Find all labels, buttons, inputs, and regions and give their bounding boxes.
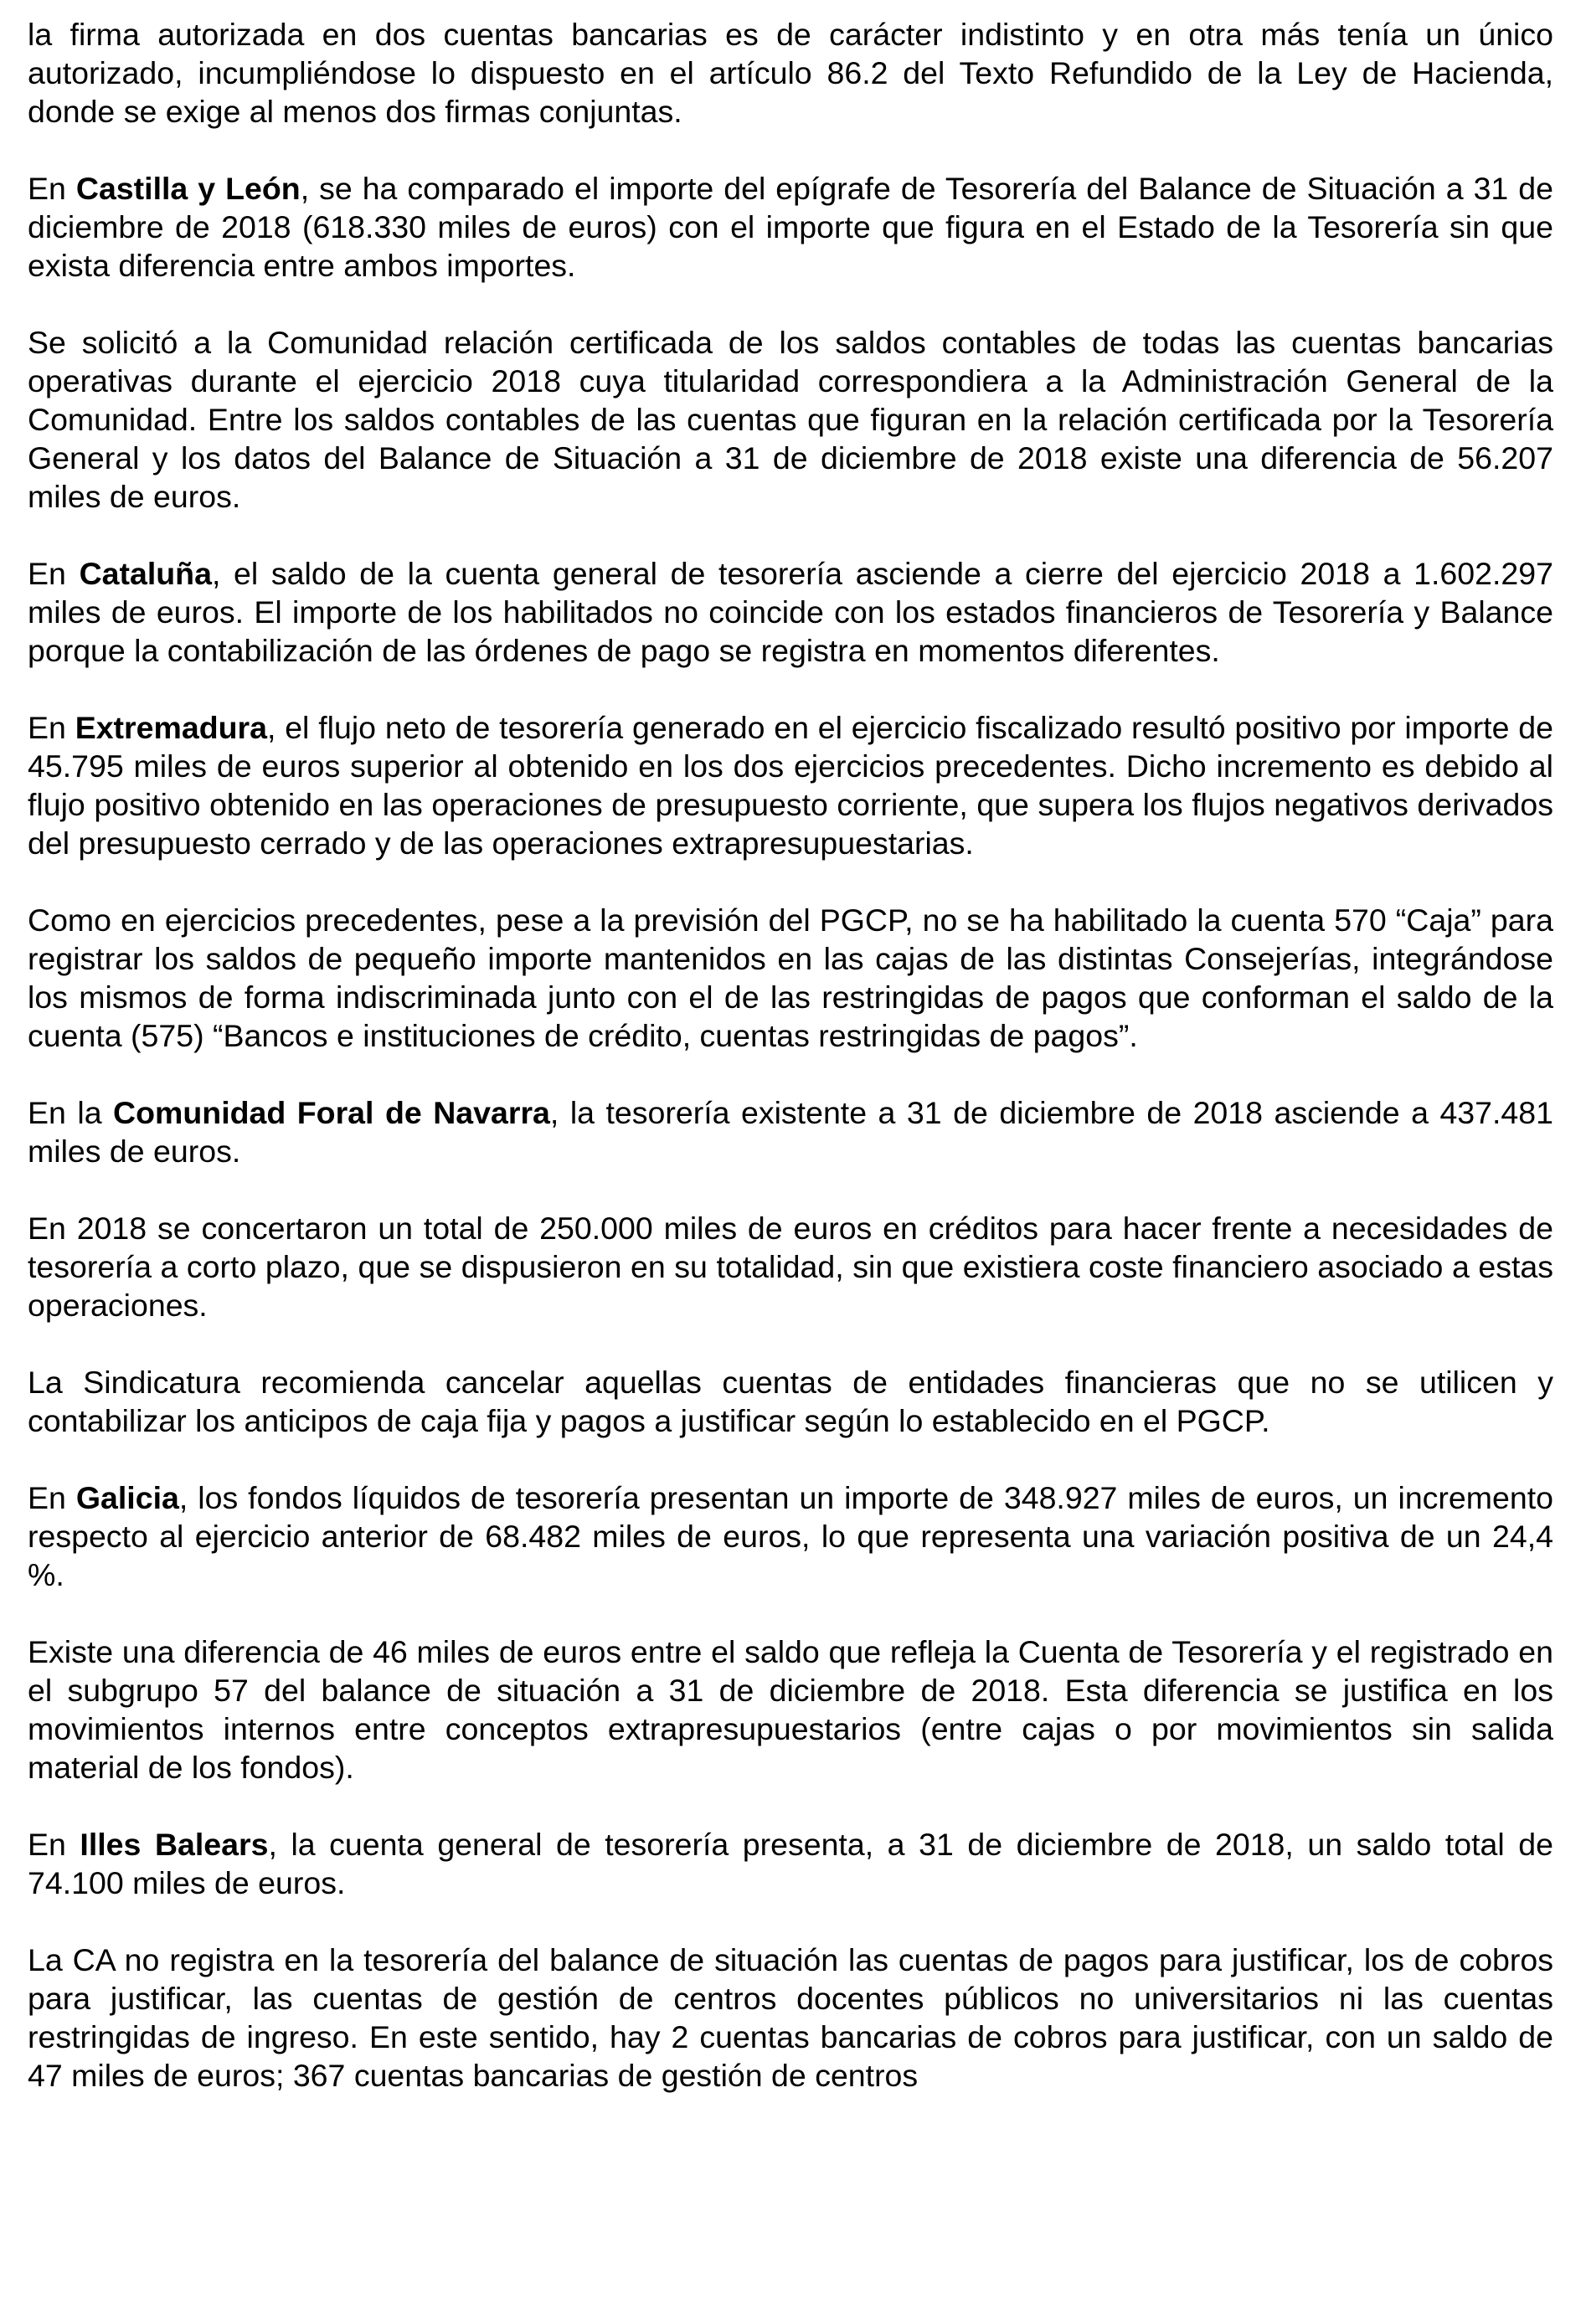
paragraph-11-text: Existe una diferencia de 46 miles de euros entre el saldo que refleja la Cuenta de Tesorería y el registrado en el subgrupo 57 del balance de situación a 31 de diciembre de 2018. Esta diferencia se justifica en los movimientos internos entre conceptos extrapresupuestarios (entre cajas o por movimientos sin salida material de los fondos). (28, 1634, 1553, 1785)
paragraph-4-lead: En (28, 556, 80, 591)
paragraph-galicia (28, 1478, 1553, 1594)
paragraph-11 (28, 1632, 1553, 1787)
paragraph-3-text: Se solicitó a la Comunidad relación certificada de los saldos contables de todas las cuentas bancarias operativas durante el ejercicio 2018 cuya titularidad correspondiera a la Administración General de la Comunidad. Entre los saldos contables de las cuentas que figuran en la relación certificada por la Tesorería General y los datos del Balance de Situación a 31 de diciembre de 2018 existe una diferencia de 56.207 miles de euros. (28, 325, 1553, 514)
paragraph-13-text: La CA no registra en la tesorería del balance de situación las cuentas de pagos para justificar, los de cobros para justificar, las cuentas de gestión de centros docentes públicos no universitarios ni las cuentas restringidas de ingreso. En este sentido, hay 2 cuentas bancarias de cobros para justificar, con un saldo de 47 miles de euros; 367 cuentas bancarias de gestión de centros (28, 1942, 1553, 2093)
paragraph-extremadura (28, 708, 1553, 862)
paragraph-9-text: La Sindicatura recomienda cancelar aquellas cuentas de entidades financieras que no se utilicen y contabilizar los anticipos de caja fija y pagos a justificar según lo establecido en el PGCP. (28, 1365, 1553, 1438)
paragraph-8 (28, 1209, 1553, 1324)
paragraph-illes-balears (28, 1825, 1553, 1902)
paragraph-5-lead: En (28, 710, 75, 745)
paragraph-5-text: , el flujo neto de tesorería generado en el ejercicio fiscalizado resultó positivo por importe de 45.795 miles de euros superior al obtenido en los dos ejercicios precedentes. Dicho incremento es debido al flujo positivo obtenido en las operaciones de presupuesto corriente, que supera los flujos negativos derivados del presupuesto cerrado y de las operaciones extrapresupuestarias. (28, 710, 1553, 861)
paragraph-12-text: , la cuenta general de tesorería presenta, a 31 de diciembre de 2018, un saldo total de 74.100 miles de euros. (28, 1827, 1553, 1900)
paragraph-castilla-leon (28, 169, 1553, 285)
paragraph-10-text: , los fondos líquidos de tesorería presentan un importe de 348.927 miles de euros, un incremento respecto al ejercicio anterior de 68.482 miles de euros, lo que representa una variación positiva de un 24,4 %. (28, 1480, 1553, 1592)
paragraph-3 (28, 323, 1553, 516)
paragraph-6-text: Como en ejercicios precedentes, pese a la previsión del PGCP, no se ha habilitado la cuenta 570 “Caja” para registrar los saldos de pequeño importe mantenidos en las cajas de las distintas Consejerías, integrándose los mismos de forma indiscriminada junto con el de las restringidas de pagos que conforman el saldo de la cuenta (575) “Bancos e instituciones de crédito, cuentas restringidas de pagos”. (28, 902, 1553, 1053)
paragraph-10-lead: En (28, 1480, 76, 1515)
paragraph-7-text: , la tesorería existente a 31 de diciembre de 2018 asciende a 437.481 miles de euros. (28, 1095, 1553, 1169)
paragraph-1-text: la firma autorizada en dos cuentas bancarias es de carácter indistinto y en otra más tenía un único autorizado, incumpliéndose lo dispuesto en el artículo 86.2 del Texto Refundido de la Ley de Hacienda, donde se exige al menos dos firmas conjuntas. (28, 17, 1553, 129)
paragraph-cataluna (28, 554, 1553, 670)
region-name-extremadura: Extremadura (75, 710, 267, 745)
paragraph-2-lead: En (28, 171, 76, 206)
paragraph-2-text: , se ha comparado el importe del epígrafe de Tesorería del Balance de Situación a 31 de diciembre de 2018 (618.330 miles de euros) con el importe que figura en el Estado de la Tesorería sin que exista diferencia entre ambos importes. (28, 171, 1553, 283)
region-name-castilla-leon: Castilla y León (75, 171, 301, 206)
paragraph-navarra (28, 1093, 1553, 1170)
paragraph-4-text: , el saldo de la cuenta general de tesorería asciende a cierre del ejercicio 2018 a 1.602.297 miles de euros. El importe de los habilitados no coincide con los estados financieros de Tesorería y Balance porque la contabilización de las órdenes de pago se registra en momentos diferentes. (28, 556, 1553, 668)
paragraph-8-text: En 2018 se concertaron un total de 250.000 miles de euros en créditos para hacer frente a necesidades de tesorería a corto plazo, que se dispusieron en su totalidad, sin que existiera coste financiero asociado a estas operaciones. (28, 1211, 1553, 1323)
region-name-illes-balears: Illes Balears (80, 1827, 269, 1862)
paragraph-9 (28, 1363, 1553, 1440)
paragraph-12-lead: En (28, 1827, 80, 1862)
region-name-navarra: Comunidad Foral de Navarra (113, 1095, 550, 1130)
paragraph-7-lead: En la (28, 1095, 114, 1130)
region-name-cataluna: Cataluña (79, 556, 212, 591)
paragraph-13 (28, 1941, 1553, 2095)
paragraph-1 (28, 15, 1553, 131)
region-name-galicia: Galicia (75, 1480, 179, 1515)
paragraph-6 (28, 901, 1553, 1055)
document-page (28, 15, 1553, 2133)
